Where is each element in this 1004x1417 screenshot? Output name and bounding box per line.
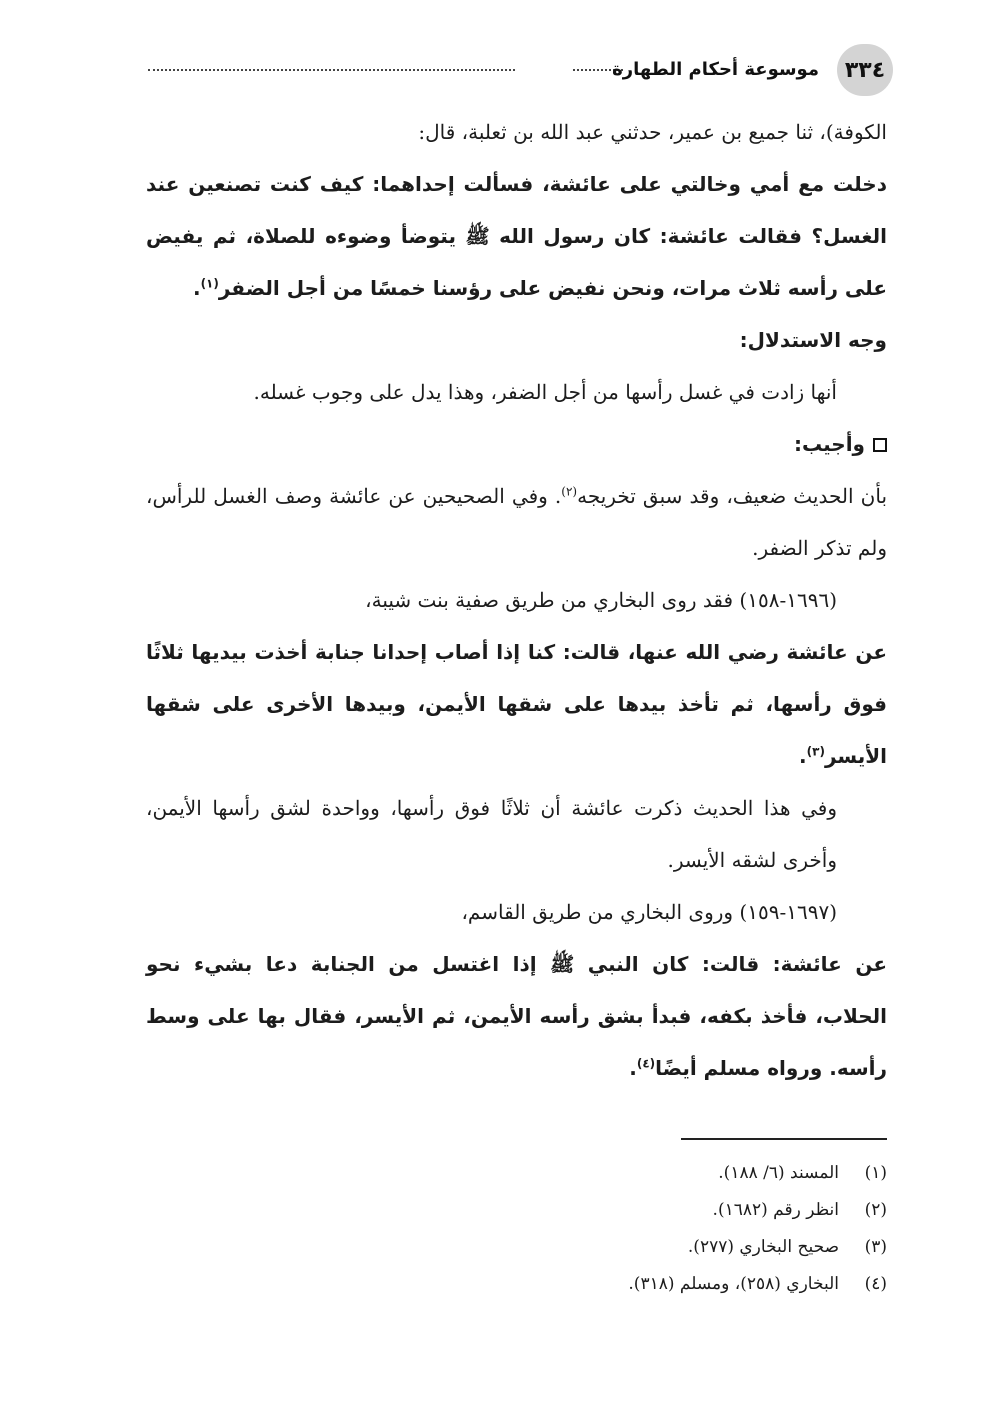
- hadith-text: عن عائشة: قالت: كان النبي ﷺ إذا اغتسل من الجنابة دعا بشيء نحو الحلاب، فأخذ بكفه، فبدأ بشق رأسه الأيمن، ثم الأيسر، فقال بها على وسط رأسه. ورواه مسلم أيضًا$^{(٤)}$.: [146, 952, 887, 1080]
- paragraph: وفي هذا الحديث ذكرت عائشة أن ثلاثًا فوق رأسها، وواحدة لشق رأسها الأيمن، وأخرى لشقه الأيسر.: [146, 796, 837, 872]
- hadith-chain: (١٦٩٦-١٥٨) فقد روى البخاري من طريق صفية بنت شيبة،: [365, 588, 837, 612]
- page-header: [145, 44, 893, 96]
- paragraph: أنها زادت في غسل رأسها من أجل الضفر، وهذا يدل على وجوب غسله.: [253, 380, 837, 404]
- footnote-ref: (٣): [806, 744, 825, 759]
- footnote-separator: [681, 1138, 887, 1140]
- footnote-number: (١): [864, 1163, 887, 1183]
- hadith-text: دخلت مع أمي وخالتي على عائشة، فسألت إحداهما: كيف كنت تصنعين عند الغسل؟ فقالت عائشة: كان رسول الله ﷺ يتوضأ وضوءه للصلاة، ثم يفيض على رأسه ثلاث مرات، ونحن نفيض على رؤسنا خمسًا من أجل الضفر$^{(١)}$.: [146, 172, 887, 300]
- checkbox-icon: [873, 438, 887, 452]
- paragraph: الكوفة)، ثنا جميع بن عمير، حدثني عبد الله بن ثعلبة، قال:: [418, 120, 887, 144]
- footnote-number: (٣): [864, 1237, 887, 1257]
- hadith-text: عن عائشة رضي الله عنها، قالت: كنا إذا أصاب إحدانا جنابة أخذت بيديها ثلاثًا فوق رأسها، ثم تأخذ بيدها على شقها الأيمن، وبيدها الأخرى على شقها الأيسر$^{(٣)}$.: [146, 640, 887, 768]
- footnote-item: (٣)صحيح البخاري (٢٧٧).: [146, 1229, 887, 1266]
- footnote-item: (٤)البخاري (٢٥٨)، ومسلم (٣١٨).: [146, 1266, 887, 1303]
- section-heading: وجه الاستدلال:: [739, 328, 887, 352]
- hadith-chain: (١٦٩٧-١٥٩) وروى البخاري من طريق القاسم،: [461, 900, 837, 924]
- main-text: [146, 106, 887, 1094]
- footnote-ref: (٢): [561, 484, 578, 499]
- header-dotted-rule-left: [148, 69, 515, 71]
- page-number: ٣٣٤: [837, 44, 893, 96]
- footnotes: [146, 1155, 887, 1303]
- answer-heading: وأجيب:: [146, 418, 887, 470]
- footnote-ref: (٤): [636, 1056, 656, 1071]
- footnote-number: (٢): [864, 1200, 887, 1220]
- paragraph: بأن الحديث ضعيف، وقد سبق تخريجه$^{(٢)}$. وفي الصحيحين عن عائشة وصف الغسل للرأس، ولم تذكر الضفر.: [146, 484, 888, 560]
- footnote-number: (٤): [864, 1274, 887, 1294]
- footnote-item: (١)المسند (٦/ ١٨٨).: [146, 1155, 887, 1192]
- footnote-ref: (١): [200, 276, 219, 291]
- footnote-item: (٢)انظر رقم (١٦٨٢).: [146, 1192, 887, 1229]
- running-title: موسوعة أحكام الطهارة: [612, 59, 819, 80]
